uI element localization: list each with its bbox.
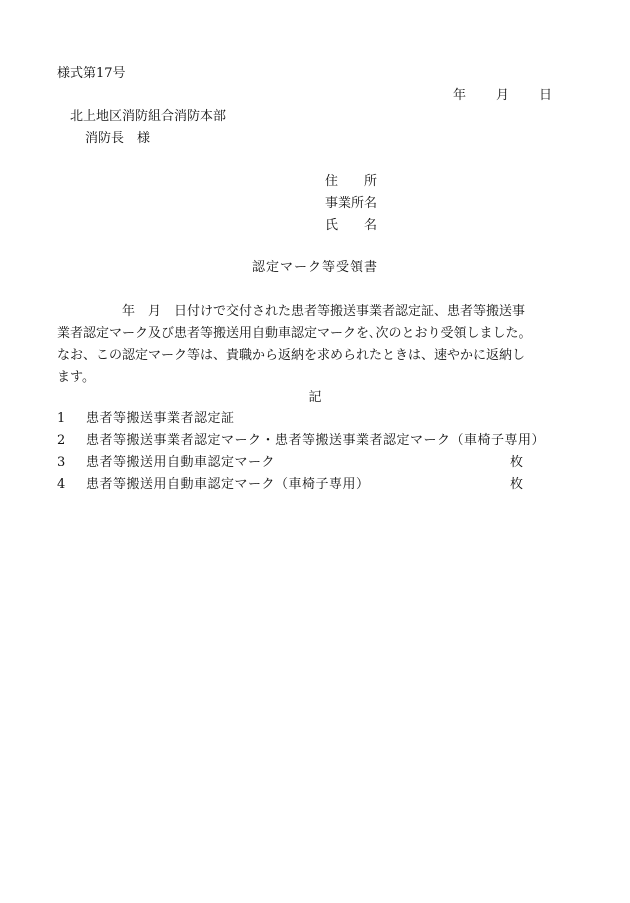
body-paragraph — [57, 301, 577, 389]
item-text-1: 患者等搬送事業者認定証 — [86, 411, 235, 426]
body-line-1: 年 月 日付けで交付された患者等搬送事業者認定証、患者等搬送事 — [57, 304, 526, 319]
month-label: 月 — [496, 88, 510, 103]
item-text-4: 患者等搬送用自動車認定マーク（車椅子専用） — [86, 477, 370, 492]
ki-heading: 記 — [308, 390, 322, 405]
date-line — [453, 88, 552, 104]
item-unit-4: 枚 — [510, 477, 524, 492]
item-number-2: 2 — [57, 433, 66, 448]
recipient-organization: 北上地区消防組合消防本部 — [70, 109, 227, 124]
item-unit-3: 枚 — [510, 455, 524, 470]
recipient-title: 消防長 様 — [85, 131, 151, 146]
form-number: 様式第17号 — [57, 66, 126, 81]
name-label: 氏 名 — [325, 218, 378, 233]
day-label: 日 — [539, 88, 553, 103]
business-name-label: 事業所名 — [325, 196, 378, 211]
body-line-2: 業者認定マーク及び患者等搬送用自動車認定マークを､次のとおり受領しました。 — [57, 326, 532, 341]
document-title: 認定マーク等受領書 — [251, 260, 378, 275]
body-line-3: なお、この認定マーク等は、貴職から返納を求められたときは、速やかに返納し — [57, 348, 526, 363]
year-label: 年 — [453, 88, 467, 103]
item-text-2: 患者等搬送事業者認定マーク・患者等搬送事業者認定マーク（車椅子専用） — [86, 433, 546, 448]
address-label: 住 所 — [325, 174, 378, 189]
item-number-4: 4 — [57, 477, 66, 492]
item-text-3: 患者等搬送用自動車認定マーク — [86, 455, 276, 470]
item-number-1: 1 — [57, 411, 66, 426]
item-number-3: 3 — [57, 455, 66, 470]
body-line-4: ます。 — [57, 370, 95, 385]
